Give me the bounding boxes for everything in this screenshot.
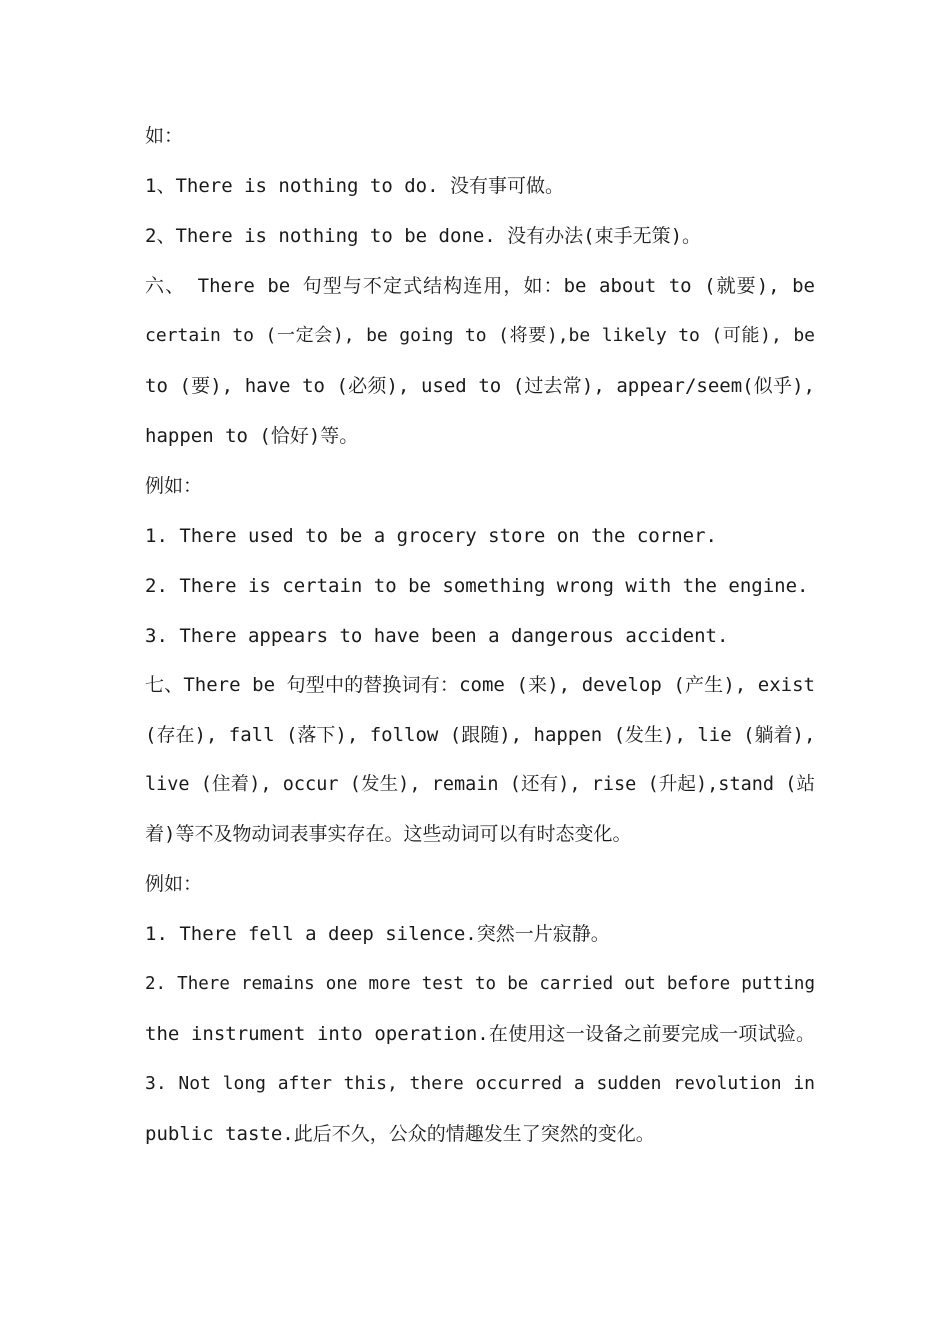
text-line-example-heading: 例如：: [145, 873, 203, 895]
text-line-example-1: 1、There is nothing to do. 没有事可做。: [145, 175, 564, 197]
text-line-example: 2. There remains one more test to be carried out before putting: [145, 974, 815, 994]
text-line-example: 2. There is certain to be something wrong with the engine.: [145, 575, 809, 597]
text-line-section-7: 七、There be 句型中的替换词有：come (来), develop (产生), exist: [145, 674, 815, 696]
text-line-example-cont: the instrument into operation.在使用这一设备之前要完成一项试验。: [145, 1023, 815, 1045]
text-line-example: 3. There appears to have been a dangerous accident.: [145, 625, 729, 647]
text-line-example-heading: 例如：: [145, 475, 203, 497]
text-line-section-7-end: 着)等不及物动词表事实存在。这些动词可以有时态变化。: [145, 823, 632, 845]
text-line-intro: 如：: [145, 125, 184, 147]
text-line-example-2: 2、There is nothing to be done. 没有办法(束手无策)。: [145, 225, 702, 247]
text-line-section-6: 六、 There be 句型与不定式结构连用，如：be about to (就要), be: [145, 275, 815, 297]
text-line-section-6-end: happen to (恰好)等。: [145, 425, 359, 447]
text-line-example: 1. There fell a deep silence.突然一片寂静。: [145, 923, 610, 945]
text-line-section-6-cont: certain to (一定会), be going to (将要),be likely to (可能), be: [145, 325, 815, 346]
text-line-section-7-cont: live (住着), occur (发生), remain (还有), rise (升起),stand (站: [145, 774, 815, 795]
text-line-example: 3. Not long after this, there occurred a sudden revolution in: [145, 1073, 815, 1094]
text-line-example: 1. There used to be a grocery store on the corner.: [145, 525, 717, 547]
text-line-example-cont: public taste.此后不久，公众的情趣发生了突然的变化。: [145, 1123, 655, 1145]
text-line-section-6-cont: to (要), have to (必须), used to (过去常), appear/seem(似乎),: [145, 375, 815, 397]
text-line-section-7-cont: (存在), fall (落下), follow (跟随), happen (发生), lie (躺着),: [145, 724, 816, 746]
